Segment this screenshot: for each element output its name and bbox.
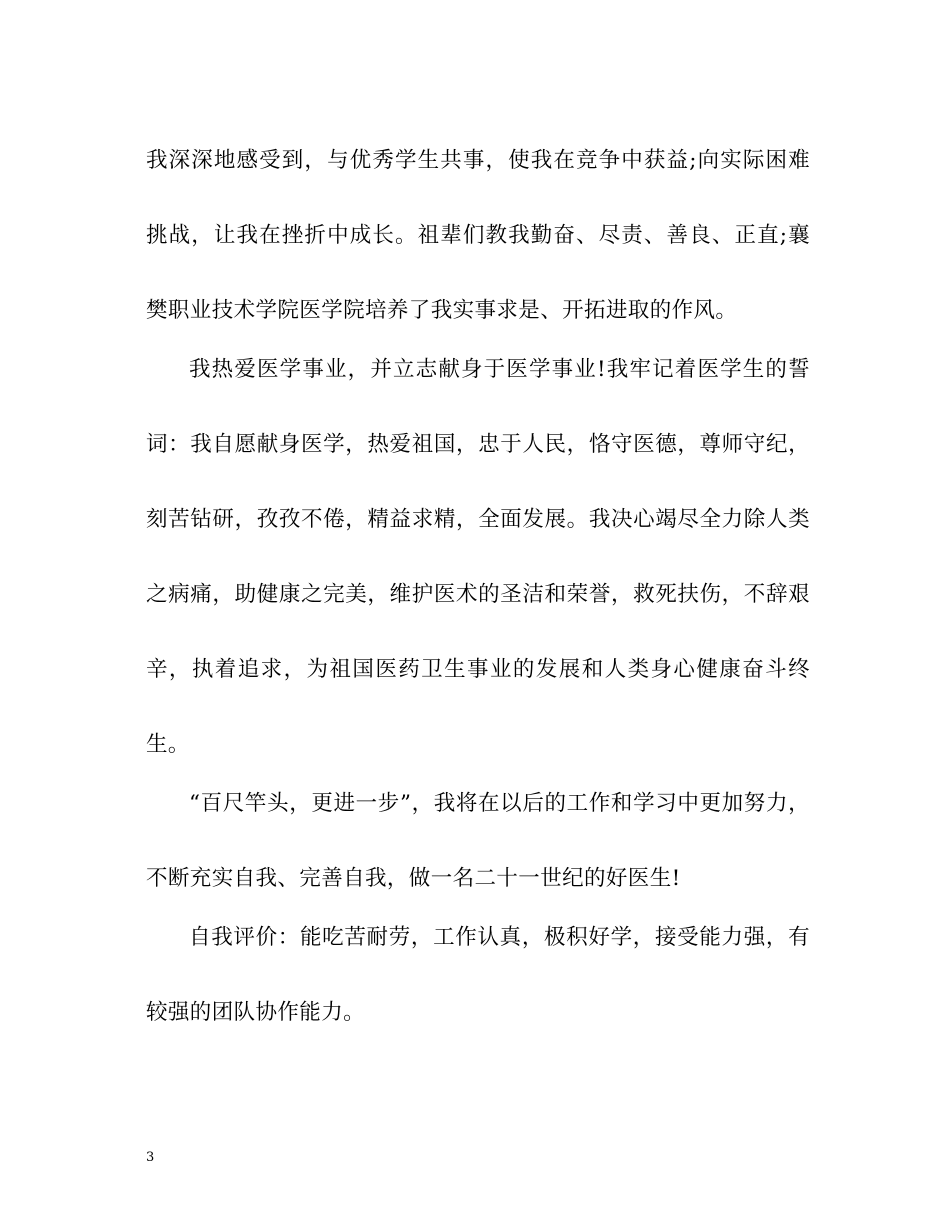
paragraph-1: 我深深地感受到，与优秀学生共事，使我在竞争中获益;向实际困难挑战，让我在挫折中成长。祖辈们教我勤奋、尽责、善良、正直;襄樊职业技术学院医学院培养了我实事求是、开拓进取的作风。 <box>146 148 810 323</box>
page-number: 3 <box>146 1150 155 1165</box>
paragraph-2: 我热爱医学事业，并立志献身于医学事业!我牢记着医学生的誓词：我自愿献身医学，热爱祖国，忠于人民，恪守医德，尊师守纪，刻苦钻研，孜孜不倦，精益求精，全面发展。我决心竭尽全力除人类之病痛，助健康之完美，维护医术的圣洁和荣誉，救死扶伤，不辞艰辛，执着追求，为祖国医药卫生事业的发展和人类身心健康奋斗终生。 <box>146 357 810 757</box>
document-body <box>146 123 810 1050</box>
paragraph-3: “百尺竿头，更进一步”，我将在以后的工作和学习中更加努力，不断充实自我、完善自我，做一名二十一世纪的好医生! <box>146 791 810 891</box>
paragraph-4: 自我评价：能吃苦耐劳，工作认真，极积好学，接受能力强，有较强的团队协作能力。 <box>146 925 810 1025</box>
